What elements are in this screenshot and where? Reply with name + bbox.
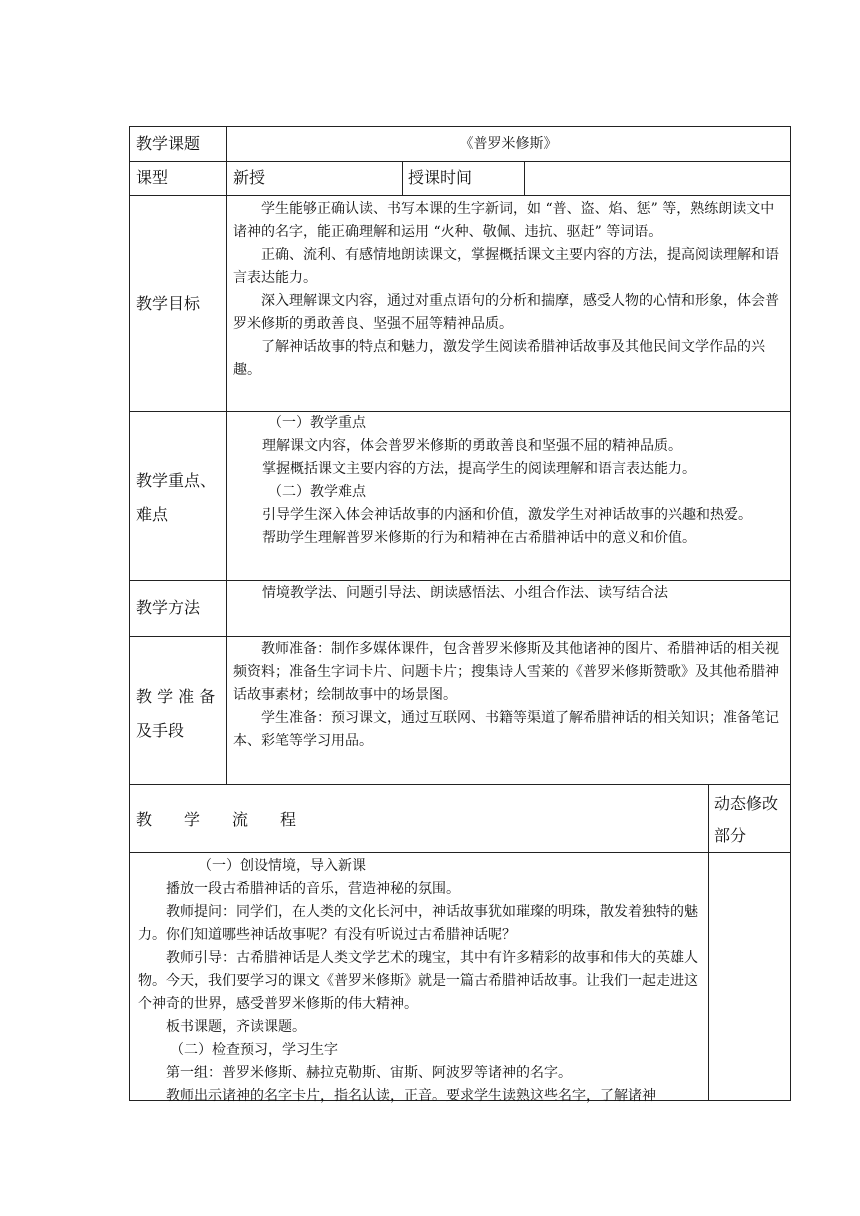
type-label: 课型: [136, 168, 169, 187]
row-divider: [129, 852, 791, 853]
prep-label-line1: 教 学 准 备: [136, 687, 216, 706]
column-divider: [524, 161, 525, 195]
key-points-heading: （一）教学重点: [268, 415, 366, 431]
row-divider: [129, 195, 791, 196]
key-point-item: 理解课文内容，体会普罗米修斯的勇敢善良和坚强不屈的精神品质。: [262, 438, 682, 454]
flow-paragraph: 教师提问：同学们，在人类的文化长河中，神话故事犹如璀璨的明珠，散发着独特的魅力。你们知道哪些神话故事呢？有没有听说过古希腊神话呢？: [138, 904, 698, 943]
flow-section-heading: （一）创设情境，导入新课: [198, 858, 366, 874]
type-value: 新授: [233, 168, 266, 187]
column-divider: [402, 161, 403, 195]
key-content: [228, 412, 790, 550]
key-label-line1: 教学重点、: [136, 471, 217, 490]
method-label: 教学方法: [136, 598, 201, 617]
row-divider: [129, 161, 791, 162]
goals-label: 教学目标: [136, 294, 201, 313]
column-divider: [708, 784, 709, 1100]
topic-value: 《普罗米修斯》: [459, 136, 558, 152]
flow-section-heading: （二）检查预习，学习生字: [170, 1042, 338, 1058]
goal-item: 深入理解课文内容，通过对重点语句的分析和揣摩，感受人物的心情和形象，体会普罗米修斯的勇敢善良、坚强不屈等精神品质。: [233, 293, 779, 332]
row-divider: [129, 784, 791, 785]
flow-content: [138, 855, 704, 1108]
column-divider: [226, 126, 227, 784]
goal-item: 正确、流利、有感情地朗读课文，掌握概括课文主要内容的方法，提高阅读理解和语言表达能力。: [233, 247, 779, 286]
table-border-top: [129, 126, 791, 127]
dynamic-label-line2: 部分: [714, 826, 747, 845]
dynamic-label-line1: 动态修改: [714, 794, 779, 813]
flow-paragraph: 第一组：普罗米修斯、赫拉克勒斯、宙斯、阿波罗等诸神的名字。: [166, 1065, 572, 1081]
prep-content: [233, 638, 786, 753]
key-label: [136, 464, 216, 532]
prep-item: 教师准备：制作多媒体课件，包含普罗米修斯及其他诸神的图片、希腊神话的相关视频资料；准备生字词卡片、问题卡片；搜集诗人雪莱的《普罗米修斯赞歌》及其他希腊神话故事素材；绘制故事中的场景图。: [233, 641, 779, 703]
goals-content: [233, 198, 786, 382]
prep-label-line2: 及手段: [136, 721, 185, 740]
time-label: 授课时间: [408, 168, 473, 187]
table-border-left: [129, 126, 130, 1101]
key-point-item: 掌握概括课文主要内容的方法，提高学生的阅读理解和语言表达能力。: [262, 461, 696, 477]
flow-label: 教 学 流 程: [136, 810, 297, 829]
prep-item: 学生准备：预习课文，通过互联网、书籍等渠道了解希腊神话的相关知识；准备笔记本、彩笔等学习用品。: [233, 710, 779, 749]
difficult-point-item: 帮助学生理解普罗米修斯的行为和精神在古希腊神话中的意义和价值。: [262, 530, 696, 546]
flow-paragraph: 播放一段古希腊神话的音乐，营造神秘的氛围。: [166, 881, 460, 897]
table-border-right: [790, 126, 791, 1101]
goal-item: 学生能够正确认读、书写本课的生字新词，如 “普、盗、焰、惩” 等，熟练朗读文中诸神的名字，能正确理解和运用 “火种、敬佩、违抗、驱赶” 等词语。: [233, 201, 775, 240]
flow-paragraph: 板书课题，齐读课题。: [166, 1019, 306, 1035]
key-label-line2: 难点: [136, 505, 169, 524]
difficult-point-item: 引导学生深入体会神话故事的内涵和价值，激发学生对神话故事的兴趣和热爱。: [262, 507, 752, 523]
topic-label: 教学课题: [136, 134, 201, 153]
difficult-heading: （二）教学难点: [268, 484, 366, 500]
dynamic-label: [714, 788, 778, 852]
row-divider: [129, 636, 791, 637]
flow-paragraph: 教师出示诸神的名字卡片，指名认读，正音。要求学生读熟这些名字，了解诸神: [166, 1088, 656, 1104]
method-value: 情境教学法、问题引导法、朗读感悟法、小组合作法、读写结合法: [262, 585, 668, 601]
prep-label: [136, 680, 215, 748]
flow-paragraph: 教师引导：古希腊神话是人类文学艺术的瑰宝，其中有许多精彩的故事和伟大的英雄人物。今天，我们要学习的课文《普罗米修斯》就是一篇古希腊神话故事。让我们一起走进这个神奇的世界，感受普罗米修斯的伟大精神。: [138, 950, 698, 1012]
row-divider: [129, 580, 791, 581]
goal-item: 了解神话故事的特点和魅力，激发学生阅读希腊神话故事及其他民间文学作品的兴趣。: [233, 339, 765, 378]
